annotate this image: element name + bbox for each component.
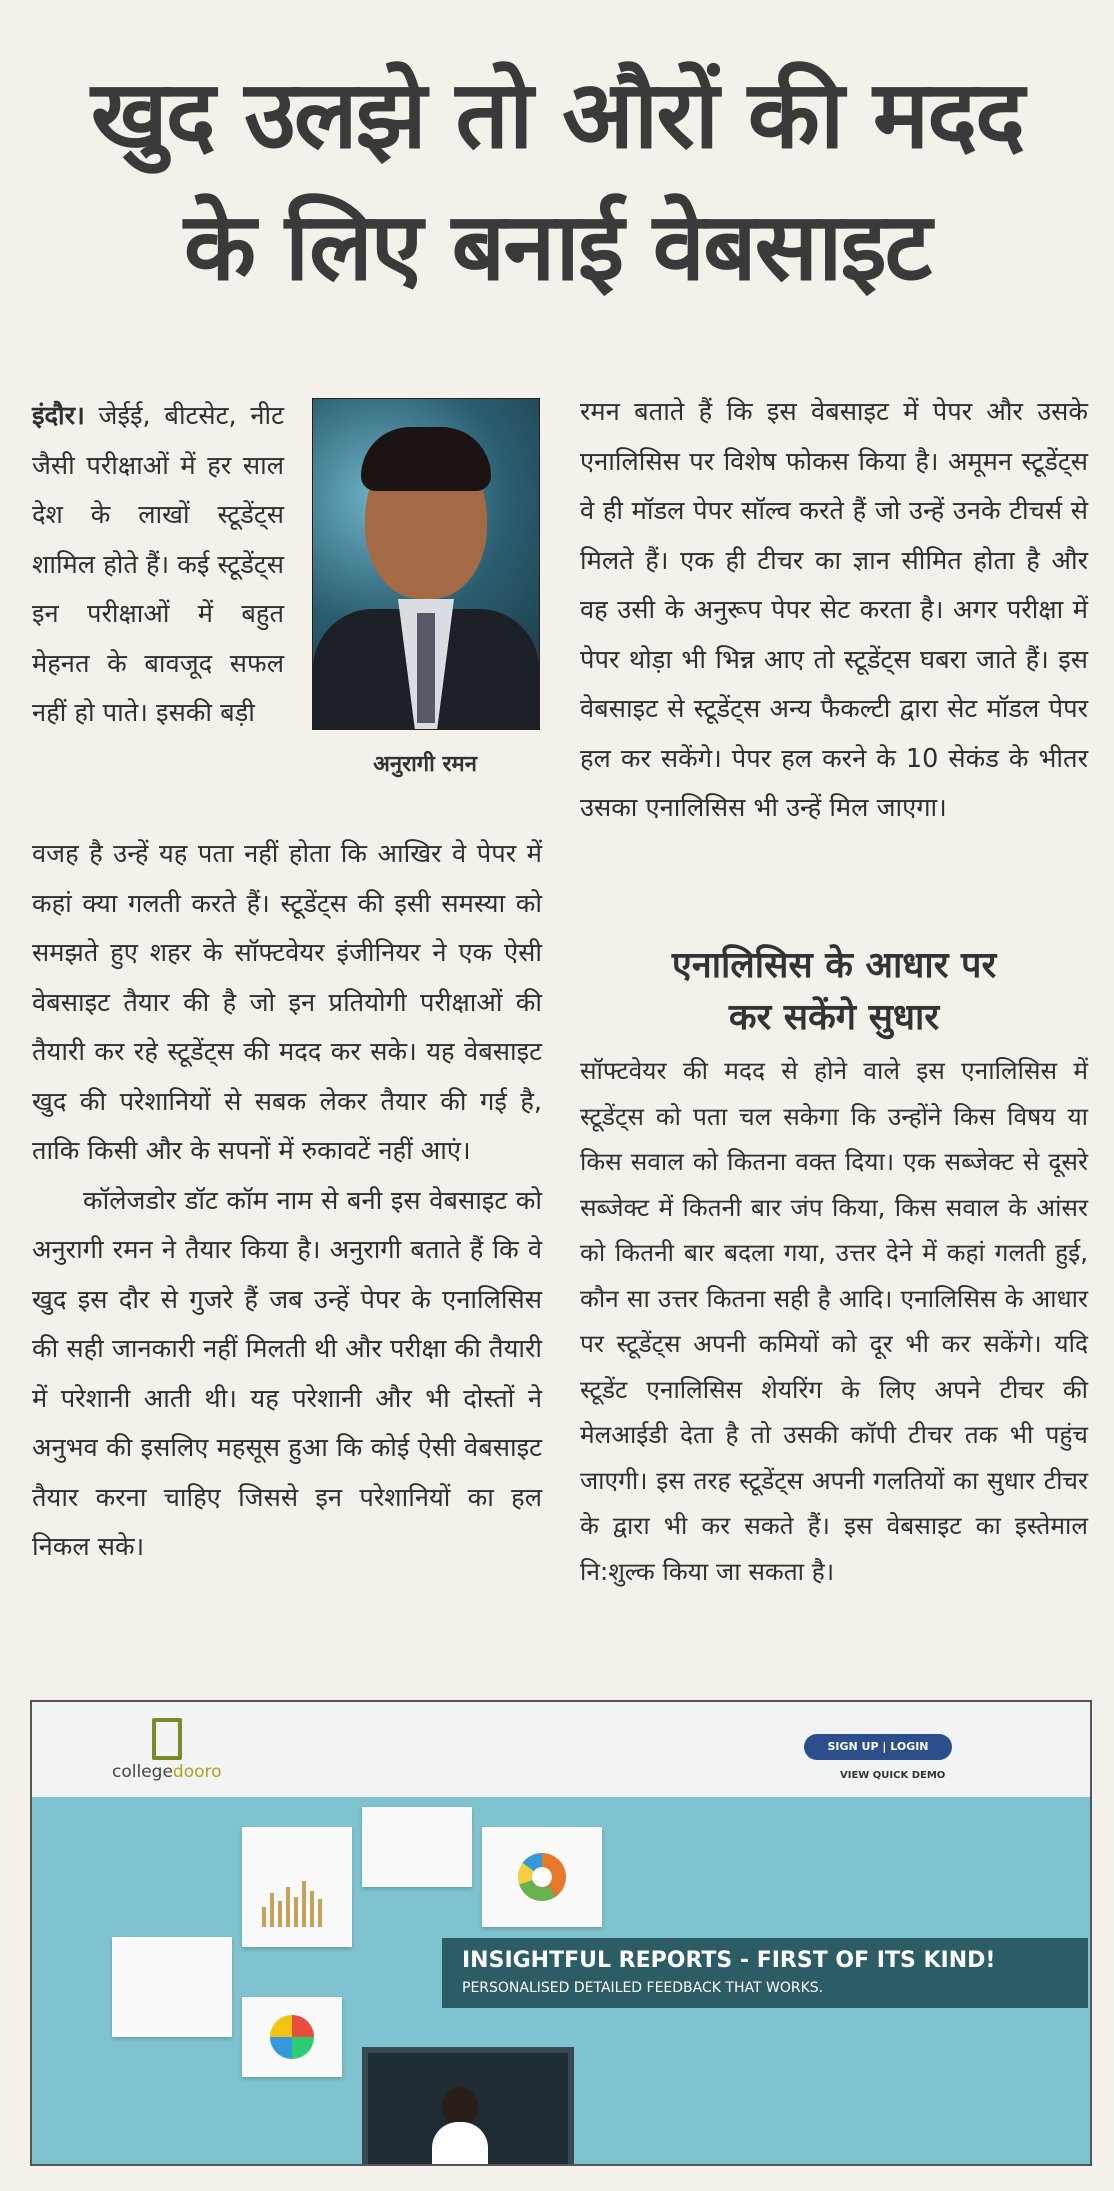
paragraph-4: सॉफ्टवेयर की मदद से होने वाले इस एनालिसिस में स्टूडेंट्स को पता चल सकेगा कि उन्होंने किस विषय या किस सवाल को कितना वक्त दिया। एक सब्जेक्ट से दूसरे सब्जेक्ट में कितनी बार जंप किया, किस सवाल के आंसर को कितनी बार बदला गया, उत्तर देने में कहां गलती हुई, कौन सा उत्तर कितना सही है आदि। एनालिसिस के आधार पर स्टूडेंट्स अपनी कमियों को दूर भी कर सकेंगे। यदि स्टूडेंट एनालिसिस शेयरिंग के लिए अपने टीचर की मेलआईडी देता है तो उसकी कॉपी टीचर तक भी पहुंच जाएगी। इस तरह स्टूडेंट्स अपनी गलतियों का सुधार टीचर के द्वारा भी कर सकते हैं। इस वेबसाइट का इस्तेमाल नि:शुल्क किया जा सकता है। — [580, 1056, 1088, 1586]
article-body-left — [32, 830, 542, 1573]
student-icon — [442, 2087, 478, 2127]
author-photo — [312, 398, 540, 730]
photo-caption: अनुरागी रमन — [373, 752, 477, 777]
article-body-right-lower — [580, 1048, 1088, 1594]
headline — [20, 50, 1094, 314]
donut-chart-icon — [518, 1853, 566, 1901]
banner-subtitle: PERSONALISED DETAILED FEEDBACK THAT WORKS. — [462, 1980, 824, 1996]
pie-chart-card — [242, 1997, 342, 2077]
pie-chart-icon — [270, 2015, 314, 2059]
website-screenshot — [30, 1700, 1092, 2166]
headline-line-1: खुद उलझे तो औरों की मदद — [90, 61, 1024, 170]
logo-icon — [152, 1718, 182, 1760]
paragraph-1-continued: वजह है उन्हें यह पता नहीं होता कि आखिर वे पेपर में कहां क्या गलती करते हैं। स्टूडेंट्स की इसी समस्या को समझते हुए शहर के सॉफ्टवेयर इंजीनियर ने एक ऐसी वेबसाइट तैयार की है जो इन प्रतियोगी परीक्षाओं की तैयारी कर रहे स्टूडेंट्स की मदद कर सके। यह वेबसाइट खुद की परेशानियों से सबक लेकर तैयार की गई है, ताकि किसी और के सपनों में रुकावटें नहीं आएं। — [32, 839, 542, 1166]
paragraph-2: कॉलेजडोर डॉट कॉम नाम से बनी इस वेबसाइट को अनुरागी रमन ने तैयार किया है। अनुरागी बताते हैं कि वे खुद इस दौर से गुजरे हैं जब उन्हें पेपर के एनालिसिस की सही जानकारी नहीं मिलती थी और परीक्षा की तैयारी में परेशानी आती थी। यह परेशानी और भी दोस्तों ने अनुभव की इसलिए महसूस हुआ कि कोई ऐसी वेबसाइट तैयार करना चाहिए जिससे इन परेशानियों का हल निकल सके। — [32, 1185, 542, 1562]
banner-title: INSIGHTFUL REPORTS - FIRST OF ITS KIND! — [462, 1948, 996, 1973]
donut-chart-card — [482, 1827, 602, 1927]
subhead-line-2: कर सकेंगे सुधार — [728, 997, 940, 1038]
subhead — [580, 940, 1088, 1044]
quick-demo-link: VIEW QUICK DEMO — [840, 1770, 946, 1781]
paragraph-3: रमन बताते हैं कि इस वेबसाइट में पेपर और उसके एनालिसिस पर विशेष फोकस किया है। अमूमन स्टूडेंट्स वे ही मॉडल पेपर सॉल्व करते हैं जो उन्हें उनके टीचर्स से मिलते हैं। एक ही टीचर का ज्ञान सीमित होता है और वह उसी के अनुरूप पेपर सेट करता है। अगर परीक्षा में पेपर थोड़ा भी भिन्न आए तो स्टूडेंट्स घबरा जाते हैं। इस वेबसाइट से स्टूडेंट्स अन्य फैकल्टी द्वारा सेट मॉडल पेपर हल कर सकेंगे। पेपर हल करने के 10 सेकंड के भीतर उसका एनालिसिस भी उन्हें मिल जाएगा। — [580, 397, 1088, 823]
article-lede — [32, 392, 284, 739]
site-header — [32, 1702, 1090, 1797]
site-logo: collegedooro — [112, 1762, 222, 1782]
headline-line-2: के लिए बनाई वेबसाइट — [183, 193, 931, 302]
line-chart-card — [112, 1937, 232, 2037]
dateline: इंदौर। — [32, 401, 85, 431]
lede-text: जेईई, बीटसेट, नीट जैसी परीक्षाओं में हर साल देश के लाखों स्टूडेंट्स शामिल होते हैं। कई स्टूडेंट्स इन परीक्षाओं में बहुत मेहनत के बावजूद सफल नहीं हो पाते। इसकी बड़ी — [32, 401, 285, 728]
signup-login-button: SIGN UP | LOGIN — [804, 1734, 952, 1760]
bar-chart-card — [242, 1827, 352, 1947]
blank-card — [362, 1807, 472, 1887]
subhead-line-1: एनालिसिस के आधार पर — [671, 945, 997, 986]
article-body-right — [580, 388, 1088, 834]
